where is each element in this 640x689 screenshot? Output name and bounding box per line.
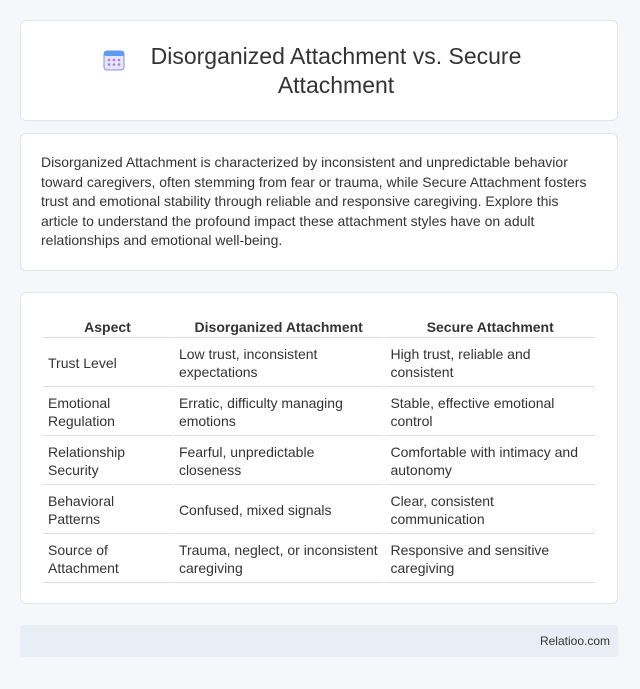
cell-disorganized: Fearful, unpredictable closeness [174,438,384,485]
intro-paragraph: Disorganized Attachment is characterized by inconsistent and unpredictable behavior toward caregivers, often stemming from fear or trauma, while Secure Attachment fosters trust and emotional stability through reliable and responsive caregiving. Explore this article to understand the profound impact these attachment styles have on adult relationships and emotional well-being. [41,154,587,249]
header-secure: Secure Attachment [385,315,595,338]
comparison-table [41,313,597,585]
table-row [43,536,595,583]
table-header-row [43,315,595,338]
cell-disorganized: Erratic, difficulty managing emotions [174,389,384,436]
header-disorganized: Disorganized Attachment [174,315,384,338]
cell-secure: Responsive and sensitive caregiving [385,536,595,583]
cell-secure: Stable, effective emotional control [385,389,595,436]
cell-aspect: Source of Attachment [43,536,172,583]
footer-bar [20,625,618,657]
cell-aspect: Behavioral Patterns [43,487,172,534]
cell-disorganized: Confused, mixed signals [174,487,384,534]
cell-secure: Comfortable with intimacy and autonomy [385,438,595,485]
title-wrap [102,42,536,100]
title-card [20,20,618,121]
table-row [43,438,595,485]
cell-aspect: Relationship Security [43,438,172,485]
cell-disorganized: Trauma, neglect, or inconsistent caregiving [174,536,384,583]
footer-site-name[interactable]: Relatioo.com [539,634,610,648]
page-title: Disorganized Attachment vs. Secure Attachment [150,42,522,98]
table-row [43,389,595,436]
comparison-card [20,292,618,604]
table-row [43,487,595,534]
cell-aspect: Emotional Regulation [43,389,172,436]
cell-secure: Clear, consistent communication [385,487,595,534]
cell-aspect: Trust Level [43,340,172,387]
header-aspect: Aspect [43,315,172,338]
calendar-icon [102,48,126,72]
intro-card [20,133,618,271]
cell-secure: High trust, reliable and consistent [385,340,595,387]
table-row [43,340,595,387]
cell-disorganized: Low trust, inconsistent expectations [174,340,384,387]
